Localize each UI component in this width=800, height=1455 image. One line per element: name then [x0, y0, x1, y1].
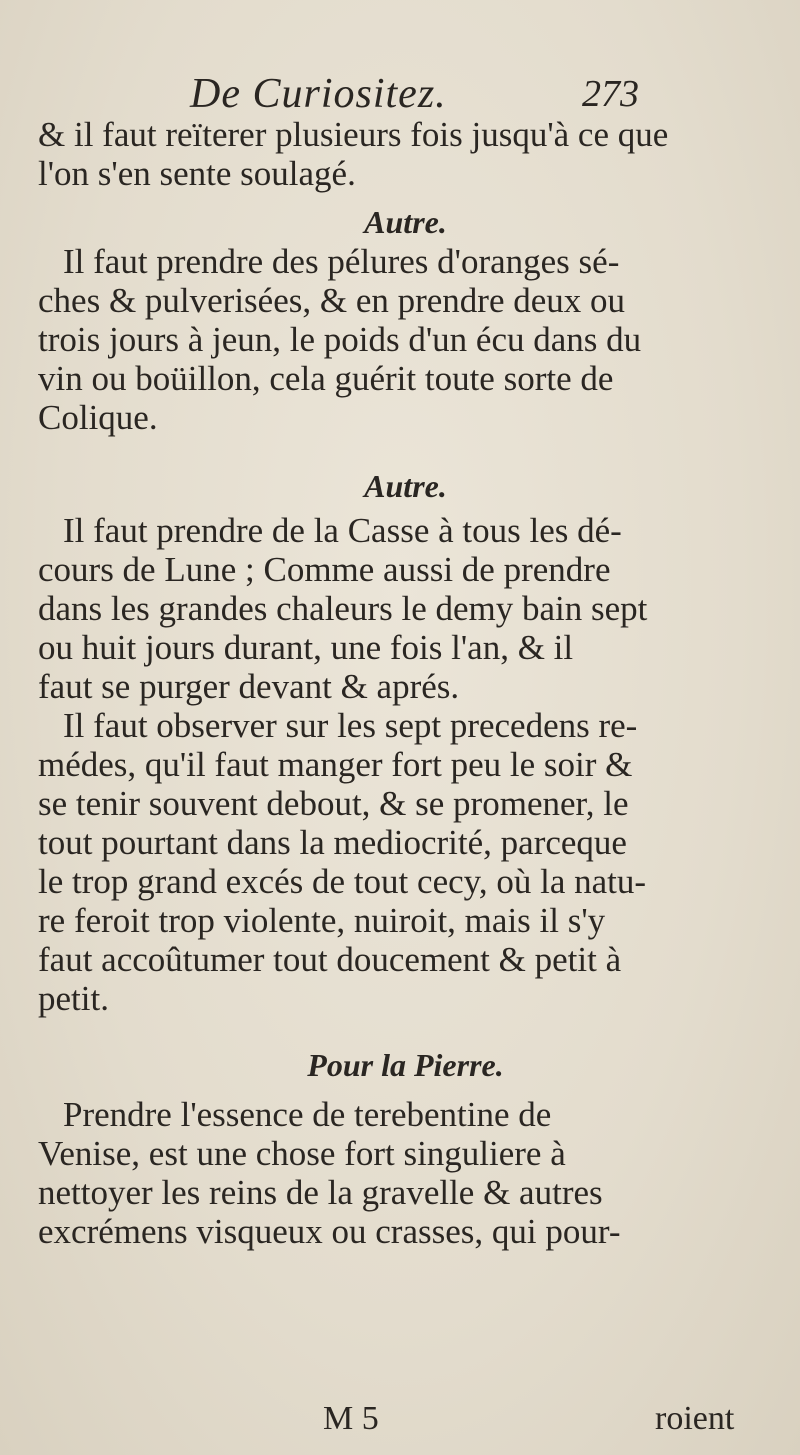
text-line: Il faut observer sur les sept precedens re-	[63, 706, 638, 745]
text-line: faut accoûtumer tout doucement & petit à	[38, 940, 622, 979]
text-line: se tenir souvent debout, & se promener, le	[38, 784, 629, 823]
text-line: Colique.	[38, 398, 158, 437]
running-head: De Curiositez.	[190, 71, 447, 117]
page-number: 273	[582, 73, 639, 115]
text-line: Il faut prendre des pélures d'oranges sé-	[63, 242, 620, 281]
section-heading: Pour la Pierre.	[307, 1047, 504, 1083]
text-line: faut se purger devant & aprés.	[38, 667, 460, 706]
text-line: re feroit trop violente, nuiroit, mais il s'y	[38, 901, 606, 940]
text-line: ches & pulverisées, & en prendre deux ou	[38, 281, 626, 320]
text-line: trois jours à jeun, le poids d'un écu dans du	[38, 320, 642, 359]
text-line: & il faut reïterer plusieurs fois jusqu'à ce que	[38, 115, 669, 154]
text-line: excrémens visqueux ou crasses, qui pour-	[38, 1212, 621, 1251]
text-line: Prendre l'essence de terebentine de	[63, 1095, 552, 1134]
text-line: le trop grand excés de tout cecy, où la natu-	[38, 862, 647, 901]
text-line: vin ou boüillon, cela guérit toute sorte de	[38, 359, 614, 398]
page-body	[38, 115, 773, 1251]
text-line: nettoyer les reins de la gravelle & autres	[38, 1173, 603, 1212]
text-line: ou huit jours durant, une fois l'an, & il	[38, 628, 574, 667]
text-line: dans les grandes chaleurs le demy bain sept	[38, 589, 648, 628]
text-line: l'on s'en sente soulagé.	[38, 154, 356, 193]
text-line: Venise, est une chose fort singuliere à	[38, 1134, 566, 1173]
text-line: tout pourtant dans la mediocrité, parceque	[38, 823, 627, 862]
text-line: cours de Lune ; Comme aussi de prendre	[38, 550, 611, 589]
catchword: roient	[655, 1400, 735, 1437]
text-line: médes, qu'il faut manger fort peu le soir &	[38, 745, 633, 784]
page-header	[0, 70, 800, 120]
section-heading: Autre.	[364, 204, 447, 240]
text-line: petit.	[38, 979, 109, 1018]
text-line: Il faut prendre de la Casse à tous les dé-	[63, 511, 622, 550]
signature-mark: M 5	[323, 1400, 379, 1437]
section-heading: Autre.	[364, 468, 447, 504]
